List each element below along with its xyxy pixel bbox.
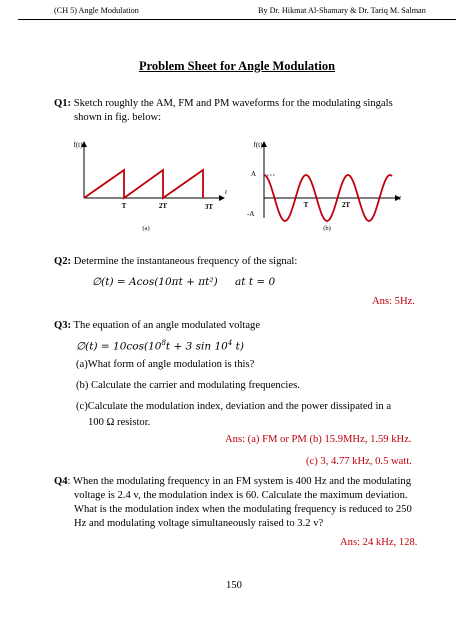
q2-answer: Ans: 5Hz. xyxy=(372,296,415,307)
fig-a-tick-3t: 3T xyxy=(204,203,214,211)
q1-line2: shown in fig. below: xyxy=(74,112,162,123)
q1-number: Q1: xyxy=(54,98,72,109)
q2-line xyxy=(54,256,297,267)
fig-a-waveform xyxy=(84,170,203,198)
q3-part-c-line2: 100 Ω resistor. xyxy=(88,417,151,428)
q1-text: Sketch roughly the AM, FM and PM waveforms for the modulating singals xyxy=(73,98,393,109)
q2-number: Q2: xyxy=(54,256,72,267)
q3-answer-1: Ans: (a) FM or PM (b) 15.9MHz, 1.59 kHz. xyxy=(225,434,412,445)
q2-eq-cond: at 𝑡 = 0 xyxy=(235,276,276,288)
figure-a-sawtooth xyxy=(64,136,234,236)
page-title: Problem Sheet for Angle Modulation xyxy=(138,59,336,73)
q3-eq-part-c: 𝑡) xyxy=(232,340,244,353)
fig-b-caption: (b) xyxy=(323,225,331,232)
q4-line4: Hz and modulating voltage simultaneously raised to 3.2 v? xyxy=(74,518,324,529)
q3-part-c-line1: (c)Calculate the modulation index, deviation and the power dissipated in a xyxy=(76,401,392,412)
q3-part-b: (b) Calculate the carrier and modulating frequencies. xyxy=(76,380,300,391)
header-chapter: (CH 5) Angle Modulation xyxy=(54,6,139,15)
q3-number: Q3: xyxy=(54,320,72,331)
q3-eq-exp2: 4 xyxy=(227,339,233,347)
fig-b-amp-neg: -A xyxy=(247,210,255,218)
q4-number: Q4 xyxy=(54,476,68,487)
q3-answer-2: (c) 3, 4.77 kHz, 0.5 watt. xyxy=(306,456,412,467)
q3-eq-exp1: 8 xyxy=(161,339,166,347)
q3-text: The equation of an angle modulated voltage xyxy=(73,320,261,331)
q4-line3: What is the modulation index when the modulating frequency is reduced to 250 xyxy=(74,504,412,515)
q4-text: : When the modulating frequency in an FM system is 400 Hz and the modulating xyxy=(67,476,412,487)
header-rule xyxy=(18,19,456,20)
q4-line2: voltage is 2.4 v, the modulation index is 60. Calculate the maximum deviation. xyxy=(74,490,408,501)
fig-b-ylabel: f(t) xyxy=(253,141,263,149)
q3-eq-part-b: 𝑡 + 3 sin 10 xyxy=(165,340,228,353)
q2-eq-lhs: ∅(𝑡) = 𝐴𝑐𝑜𝑠(10𝜋𝑡 + 𝜋𝑡²) xyxy=(92,276,218,288)
q3-line xyxy=(54,320,260,331)
fig-a-tick-2t: 2T xyxy=(158,202,168,210)
fig-a-ylabel: f(t) xyxy=(73,141,83,149)
q2-text: Determine the instantaneous frequency of the signal: xyxy=(73,256,298,267)
q4-answer: Ans: 24 kHz, 128. xyxy=(340,537,418,548)
fig-b-amp-pos: A xyxy=(251,170,257,178)
q3-part-a: (a)What form of angle modulation is this? xyxy=(76,359,255,370)
q3-eq-part-a: ∅(𝑡) = 10𝑐𝑜𝑠(10 xyxy=(76,340,162,353)
fig-b-tick-t: T xyxy=(303,201,309,209)
q1-line1 xyxy=(54,98,393,109)
header-authors: By Dr. Hikmat Al-Shamary & Dr. Tariq M. Salman xyxy=(258,6,426,15)
q2-equation xyxy=(92,276,275,288)
fig-a-tick-t: T xyxy=(121,202,127,210)
fig-b-xlabel: t xyxy=(399,194,401,202)
fig-a-xlabel: t xyxy=(225,188,227,196)
fig-b-tick-2t: 2T xyxy=(341,201,351,209)
figure-b-sinusoid xyxy=(242,136,412,236)
fig-a-caption: (a) xyxy=(142,225,150,232)
page-number: 150 xyxy=(226,580,242,591)
q3-equation xyxy=(76,339,244,353)
q4-line1 xyxy=(54,476,411,487)
